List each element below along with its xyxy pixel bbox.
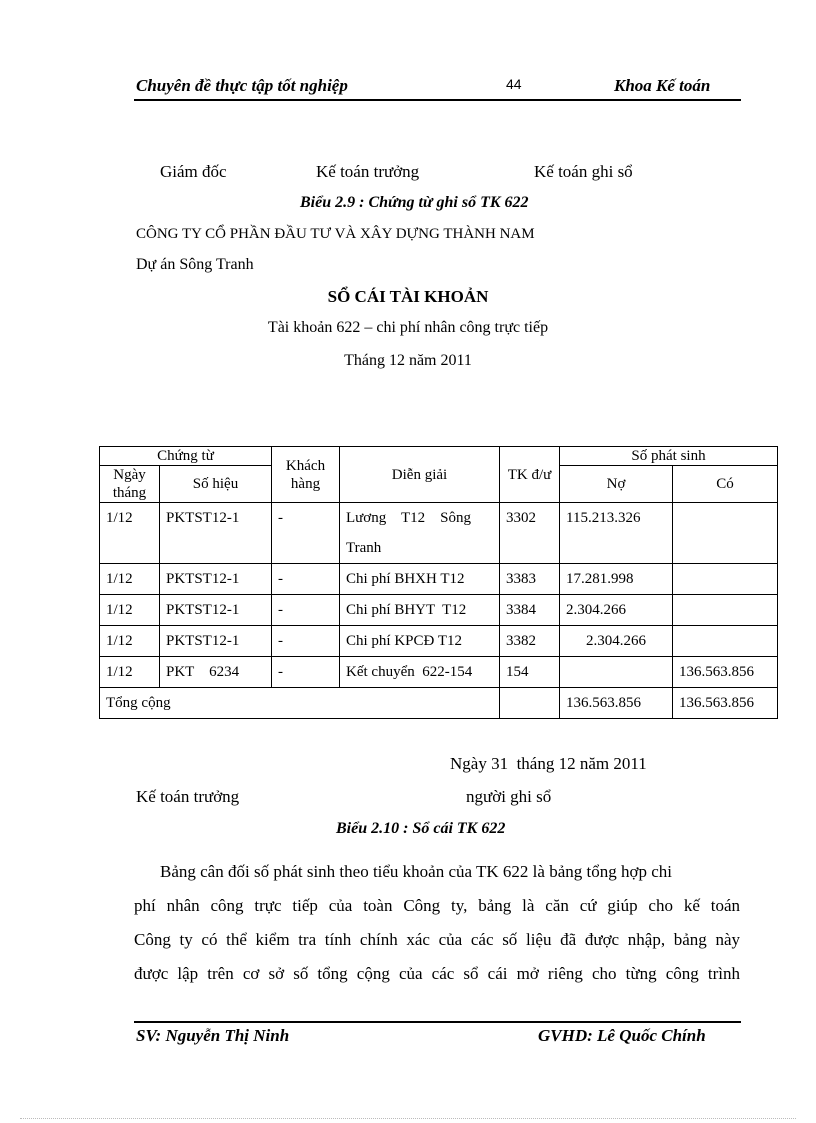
cell-account: 3382 xyxy=(500,626,560,657)
ledger-period: Tháng 12 năm 2011 xyxy=(344,352,472,369)
ledger-title: SỔ CÁI TÀI KHOẢN xyxy=(327,287,489,306)
cell-date: 1/12 xyxy=(100,564,160,595)
body-line-1: Bảng cân đối số phát sinh theo tiểu khoản của TK 622 là bảng tổng hợp chi xyxy=(160,862,672,881)
signature-chief-accountant: Kế toán trưởng xyxy=(316,162,420,181)
cell-date: 1/12 xyxy=(100,503,160,564)
cell-debit: 115.213.326 xyxy=(560,503,673,564)
cell-account: 154 xyxy=(500,657,560,688)
page-number: 44 xyxy=(506,76,522,92)
footer-advisor: GVHD: Lê Quốc Chính xyxy=(538,1026,706,1045)
cell-customer: - xyxy=(272,564,340,595)
cell-description: Chi phí BHXH T12 xyxy=(340,564,500,595)
cell-date: 1/12 xyxy=(100,595,160,626)
cell-credit xyxy=(673,626,778,657)
ledger-table xyxy=(99,446,778,719)
table-row xyxy=(100,503,778,564)
header-customer: Khách hàng xyxy=(272,447,340,503)
cell-number: PKT 6234 xyxy=(160,657,272,688)
total-credit: 136.563.856 xyxy=(673,688,778,719)
table-row xyxy=(100,564,778,595)
cell-debit: 2.304.266 xyxy=(560,595,673,626)
table-row xyxy=(100,626,778,657)
table-row xyxy=(100,595,778,626)
footer-student: SV: Nguyễn Thị Ninh xyxy=(136,1026,290,1045)
cell-number: PKTST12-1 xyxy=(160,595,272,626)
header-account: TK đ/ư xyxy=(500,447,560,503)
signature-bottom-recorder: người ghi sổ xyxy=(466,787,552,806)
total-debit: 136.563.856 xyxy=(560,688,673,719)
header-document: Chứng từ xyxy=(100,447,272,466)
cell-account: 3302 xyxy=(500,503,560,564)
signature-bottom-chief-accountant: Kế toán trưởng xyxy=(136,787,240,806)
header-date: Ngày tháng xyxy=(100,466,160,503)
cell-customer: - xyxy=(272,657,340,688)
cell-number: PKTST12-1 xyxy=(160,503,272,564)
total-account xyxy=(500,688,560,719)
ledger-subtitle: Tài khoản 622 – chi phí nhân công trực tiếp xyxy=(267,319,549,336)
cell-description: Kết chuyển 622-154 xyxy=(340,657,500,688)
cell-credit xyxy=(673,503,778,564)
body-line-3: Công ty có thể kiểm tra tính chính xác của các số liệu đã được nhập, bảng này xyxy=(134,930,740,949)
signature-recording-accountant: Kế toán ghi sổ xyxy=(534,162,633,181)
body-line-2: phí nhân công trực tiếp của toàn Công ty, bảng là căn cứ giúp cho kế toán xyxy=(134,896,740,915)
cell-debit: 2.304.266 xyxy=(560,626,673,657)
project-name: Dự án Sông Tranh xyxy=(136,256,254,273)
signature-director: Giám đốc xyxy=(160,162,227,181)
cell-credit: 136.563.856 xyxy=(673,657,778,688)
cell-description: Chi phí KPCĐ T12 xyxy=(340,626,500,657)
cell-customer: - xyxy=(272,595,340,626)
cell-customer: - xyxy=(272,626,340,657)
date-line: Ngày 31 tháng 12 năm 2011 xyxy=(450,754,647,773)
header-number: Số hiệu xyxy=(160,466,272,503)
header-title: Chuyên đề thực tập tốt nghiệp xyxy=(136,76,348,95)
cell-account: 3384 xyxy=(500,595,560,626)
cell-debit xyxy=(560,657,673,688)
total-label: Tổng cộng xyxy=(100,688,500,719)
caption-bieu-2-10: Biểu 2.10 : Sổ cái TK 622 xyxy=(336,820,506,837)
cell-date: 1/12 xyxy=(100,626,160,657)
cell-credit xyxy=(673,564,778,595)
cell-account: 3383 xyxy=(500,564,560,595)
cell-number: PKTST12-1 xyxy=(160,564,272,595)
header-department: Khoa Kế toán xyxy=(614,76,711,95)
header-debit: Nợ xyxy=(560,466,673,503)
body-line-4: được lập trên cơ sở số tổng cộng của các sổ cái mở riêng cho từng công trình xyxy=(134,964,740,983)
cell-debit: 17.281.998 xyxy=(560,564,673,595)
header-credit: Có xyxy=(673,466,778,503)
company-name: CÔNG TY CỔ PHẦN ĐẦU TƯ VÀ XÂY DỰNG THÀNH NAM xyxy=(136,226,535,242)
page-edge xyxy=(20,1118,796,1119)
table-row xyxy=(100,657,778,688)
header-description: Diễn giải xyxy=(340,447,500,503)
cell-customer: - xyxy=(272,503,340,564)
cell-description: Chi phí BHYT T12 xyxy=(340,595,500,626)
cell-description: Lương T12 Sông Tranh xyxy=(340,503,500,564)
cell-date: 1/12 xyxy=(100,657,160,688)
total-row xyxy=(100,688,778,719)
cell-number: PKTST12-1 xyxy=(160,626,272,657)
footer-rule xyxy=(134,1021,741,1023)
cell-credit xyxy=(673,595,778,626)
header-amount: Số phát sinh xyxy=(560,447,778,466)
header-rule xyxy=(134,99,741,101)
caption-bieu-2-9: Biểu 2.9 : Chứng từ ghi sổ TK 622 xyxy=(300,194,529,211)
